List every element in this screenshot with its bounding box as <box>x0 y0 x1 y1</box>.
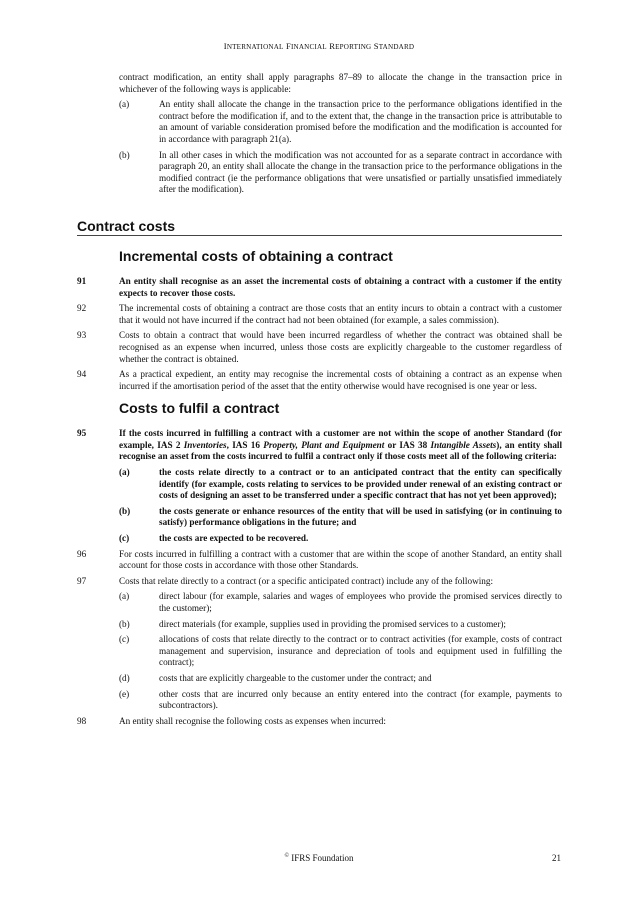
list-label: (e) <box>119 688 130 699</box>
header-smallcaps: INANCIAL <box>290 43 327 51</box>
list-item <box>119 634 562 669</box>
paragraph-number: 95 <box>77 428 87 439</box>
section-heading: Contract costs <box>77 218 562 236</box>
paragraph-text: For costs incurred in fulfilling a contract with a customer that are within the scope of another Standard, an entity shall account for those costs in accordance with those other Standards. <box>119 548 562 571</box>
paragraph-97 <box>77 576 562 588</box>
list-text: In all other cases in which the modification was not accounted for as a separate contract in accordance with paragraph 20, an entity shall allocate the change in the transaction price to the performance obligations in the modified contract (ie the performance obligations that were unsatisfied or partially unsatisfied immediately after the modification). <box>159 149 562 195</box>
header-cap: I <box>223 41 227 51</box>
text-run: If the costs incurred in fulfilling a contract with a customer are not within the scope of another Standard (for example, IAS 2 <box>119 428 562 450</box>
subsection-heading: Incremental costs of obtaining a contract <box>119 247 393 264</box>
list-item <box>119 533 562 545</box>
paragraph-number: 92 <box>77 303 87 314</box>
copyright-symbol: © <box>284 853 290 859</box>
list-label: (c) <box>119 634 130 645</box>
list-text: direct materials (for example, supplies used in providing the promised services to a customer); <box>159 618 506 629</box>
list-label: (a) <box>119 99 130 110</box>
body-content <box>77 72 562 731</box>
list-label: (a) <box>119 591 130 602</box>
paragraph-text: Costs to obtain a contract that would have been incurred regardless of whether the contract was obtained shall be recognised as an expense when incurred, unless those costs are explicitly chargeable to the customer regardless of whether the contract is obtained. <box>119 330 562 364</box>
standard-title: Intangible Assets <box>430 439 497 450</box>
header-cap: F <box>285 41 291 51</box>
list-text: the costs relate directly to a contract or to an anticipated contract that the entity can specifically identify (for example, costs relating to services to be provided under renewal of an existing contract or costs of designing an asset to be transferred under a specific contract that has not yet been approved); <box>159 467 562 501</box>
list-label: (b) <box>119 149 130 160</box>
list-label: (d) <box>119 672 130 683</box>
paragraph-text: The incremental costs of obtaining a contract are those costs that an entity incurs to obtain a contract with a customer that it would not have incurred if the contract had not been obtained (for example, a sales commission). <box>119 303 562 325</box>
header-smallcaps: EPORTING <box>335 43 372 51</box>
standard-title: Property, Plant and Equipment <box>263 439 385 450</box>
list-item <box>119 689 562 712</box>
paragraph-text: An entity shall recognise the following costs as expenses when incurred: <box>119 715 386 726</box>
list-label: (b) <box>119 618 130 629</box>
list-item <box>119 99 562 145</box>
list-text: allocations of costs that relate directly to the contract or to contract activities (for example, costs of contract management and supervision, insurance and depreciation of tools and equipment used in fulfilling the contract); <box>159 634 562 668</box>
footer-organisation <box>0 853 638 863</box>
paragraph-number: 97 <box>77 575 87 586</box>
paragraph-text: Costs that relate directly to a contract (or a specific anticipated contract) include any of the following: <box>119 575 493 586</box>
header-smallcaps: NTERNATIONAL <box>226 43 284 51</box>
paragraph-93 <box>77 330 562 365</box>
paragraph-number: 91 <box>77 275 87 286</box>
header-cap: S <box>373 41 379 51</box>
list-text: direct labour (for example, salaries and wages of employees who provide the promised services directly to the customer); <box>159 591 562 613</box>
list-label: (b) <box>119 505 131 516</box>
list-item <box>119 619 562 631</box>
header-cap: R <box>329 41 336 51</box>
header-smallcaps: TANDARD <box>378 43 415 51</box>
paragraph-91 <box>77 276 562 299</box>
list-text: An entity shall allocate the change in the transaction price to the performance obligations identified in the contract before the modification if, and to the extent that, the change in the transaction price is attributable to an amount of variable consideration promised before the modification and the modification is accounted for in accordance with paragraph 21(a). <box>159 99 562 144</box>
text-run: ), an entity shall recognise an asset from the costs incurred to fulfil a contract only if those costs meet all of the following criteria: <box>119 439 563 462</box>
paragraph-98 <box>77 716 562 728</box>
paragraph-number: 98 <box>77 715 87 726</box>
list-item <box>119 591 562 614</box>
list-text: the costs are expected to be recovered. <box>159 533 309 544</box>
list-item <box>119 673 562 685</box>
text-run: , IAS 16 <box>226 439 264 450</box>
standard-title: Inventories <box>183 439 227 450</box>
list-text: the costs generate or enhance resources of the entity that will be used in satisfying (or in continuing to satisfy) performance obligations in the future; and <box>159 505 562 528</box>
paragraph-94 <box>77 369 562 392</box>
continued-paragraph: contract modification, an entity shall apply paragraphs 87–89 to allocate the change in the transaction price in whichever of the following ways is applicable: <box>119 72 562 94</box>
page-number: 21 <box>552 853 561 863</box>
list-label: (c) <box>119 533 130 544</box>
paragraph-number: 96 <box>77 548 87 559</box>
paragraph-number: 93 <box>77 330 87 341</box>
paragraph-text <box>119 428 562 463</box>
organisation-name: IFRS Foundation <box>291 853 354 863</box>
paragraph-92 <box>77 303 562 326</box>
list-item <box>119 150 562 196</box>
text-run: or IAS 38 <box>384 439 431 450</box>
paragraph-95 <box>77 428 562 463</box>
list-item <box>119 467 562 502</box>
paragraph-text: As a practical expedient, an entity may recognise the incremental costs of obtaining a contract as an expense when incurred if the amortisation period of the asset that the entity otherwise would have recognised is one year or less. <box>119 369 562 391</box>
paragraph-text: An entity shall recognise as an asset the incremental costs of obtaining a contract with a customer if the entity expects to recover those costs. <box>119 275 562 298</box>
subsection-heading: Costs to fulfil a contract <box>119 400 280 417</box>
paragraph-96 <box>77 549 562 572</box>
list-label: (a) <box>119 467 130 478</box>
paragraph-number: 94 <box>77 369 87 380</box>
list-text: costs that are explicitly chargeable to the customer under the contract; and <box>159 672 432 683</box>
running-header <box>0 41 638 51</box>
list-text: other costs that are incurred only because an entity entered into the contract (for example, payments to subcontractors). <box>159 688 562 711</box>
list-item <box>119 506 562 529</box>
